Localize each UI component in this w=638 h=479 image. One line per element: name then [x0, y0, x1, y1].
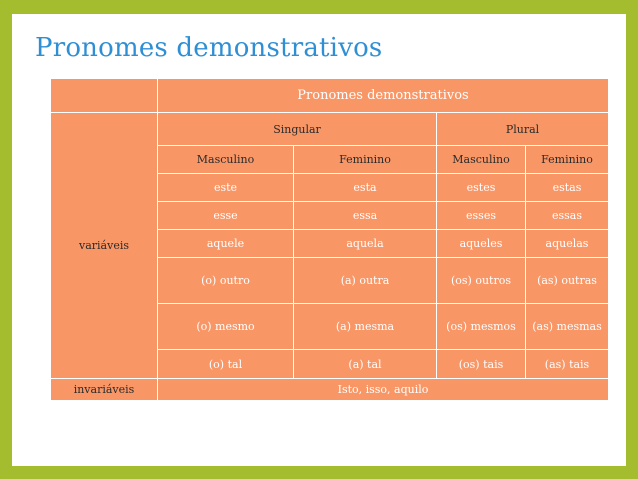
table-cell: este — [158, 174, 294, 202]
column-header: Masculino — [158, 146, 294, 174]
group-plural: Plural — [437, 113, 609, 146]
table-cell: (a) outra — [294, 258, 437, 304]
table-header: Pronomes demonstrativos — [158, 79, 609, 113]
group-header-row — [51, 113, 609, 146]
table-cell: (os) mesmos — [437, 304, 526, 350]
table-cell: (as) tais — [526, 350, 609, 379]
corner-cell — [51, 79, 158, 113]
table-header-row — [51, 79, 609, 113]
table-cell: esta — [294, 174, 437, 202]
column-header: Feminino — [526, 146, 609, 174]
group-singular: Singular — [158, 113, 437, 146]
table-cell: aqueles — [437, 230, 526, 258]
table-cell: (os) outros — [437, 258, 526, 304]
pronoun-table — [50, 78, 609, 401]
table-cell: (as) mesmas — [526, 304, 609, 350]
table-cell: aquelas — [526, 230, 609, 258]
invariable-value: Isto, isso, aquilo — [158, 379, 609, 401]
table-cell: (o) mesmo — [158, 304, 294, 350]
table-cell: (a) mesma — [294, 304, 437, 350]
table-cell: aquele — [158, 230, 294, 258]
table-cell: (o) outro — [158, 258, 294, 304]
row-label-invariable: invariáveis — [51, 379, 158, 401]
table-cell: essa — [294, 202, 437, 230]
table-cell: esse — [158, 202, 294, 230]
table-cell: aquela — [294, 230, 437, 258]
column-header: Feminino — [294, 146, 437, 174]
slide-title: Pronomes demonstrativos — [35, 33, 383, 63]
row-label-variable: variáveis — [51, 113, 158, 379]
table-cell: estes — [437, 174, 526, 202]
column-header: Masculino — [437, 146, 526, 174]
table-cell: (a) tal — [294, 350, 437, 379]
table-row-invariable — [51, 379, 609, 401]
table-cell: (as) outras — [526, 258, 609, 304]
table-cell: esses — [437, 202, 526, 230]
table-cell: (o) tal — [158, 350, 294, 379]
slide — [12, 14, 626, 466]
table-cell: (os) tais — [437, 350, 526, 379]
table-cell: essas — [526, 202, 609, 230]
table-cell: estas — [526, 174, 609, 202]
